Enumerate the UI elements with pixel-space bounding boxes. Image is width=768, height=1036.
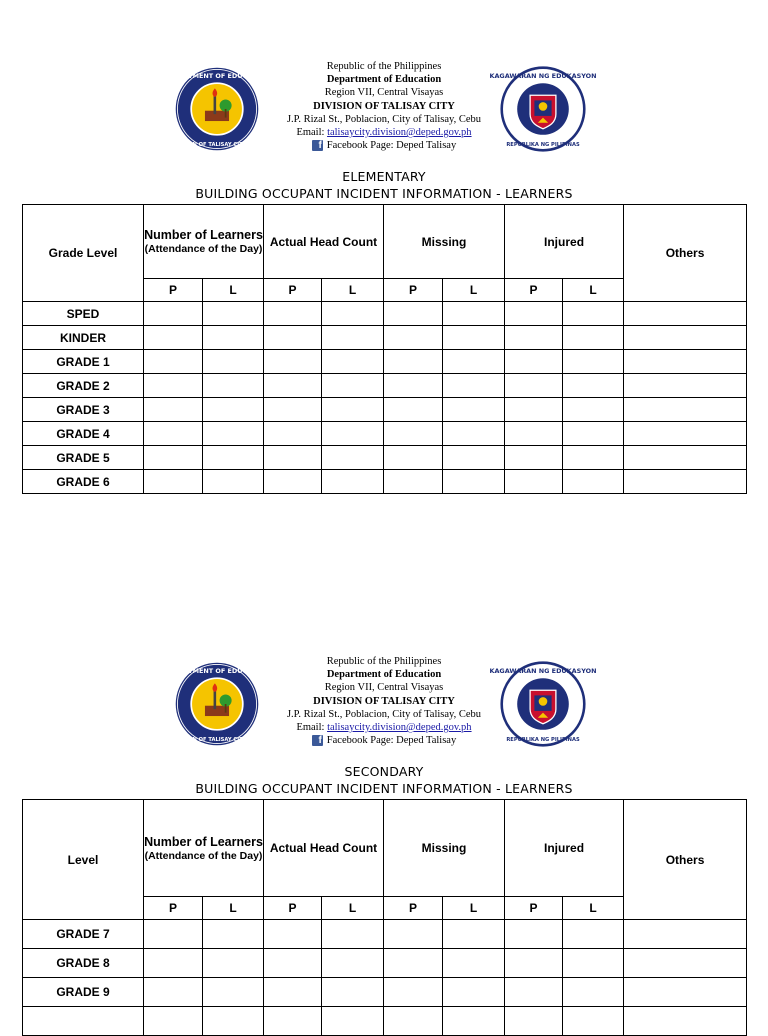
head-count-header: Actual Head Count	[264, 205, 384, 279]
injured-header: Injured	[505, 205, 624, 279]
email-link[interactable]: talisaycity.division@deped.gov.ph	[327, 127, 472, 139]
entry-cell[interactable]	[563, 978, 624, 1007]
p-header: P	[264, 897, 322, 920]
entry-cell[interactable]	[203, 398, 264, 422]
entry-cell[interactable]	[144, 470, 203, 494]
entry-cell[interactable]	[384, 374, 443, 398]
others-header: Others	[624, 205, 747, 302]
grade-label: GRADE 3	[23, 398, 144, 422]
seal-text-top: KAGAWARAN NG EDUKASYON	[489, 72, 597, 81]
facebook-line[interactable]	[312, 139, 456, 152]
entry-cell[interactable]	[624, 326, 747, 350]
entry-cell[interactable]	[144, 446, 203, 470]
first-column-header: Level	[23, 800, 144, 920]
entry-cell[interactable]	[322, 920, 384, 949]
entry-cell[interactable]	[264, 978, 322, 1007]
entry-cell[interactable]	[563, 422, 624, 446]
entry-cell[interactable]	[505, 920, 563, 949]
entry-cell[interactable]	[624, 374, 747, 398]
p-header: P	[264, 279, 322, 302]
l-header: L	[443, 897, 505, 920]
table-row	[23, 470, 747, 494]
l-header: L	[203, 897, 264, 920]
entry-cell[interactable]	[624, 1007, 747, 1036]
learners-header	[144, 800, 264, 897]
entry-cell[interactable]	[443, 422, 505, 446]
entry-cell[interactable]	[624, 949, 747, 978]
missing-header: Missing	[384, 800, 505, 897]
entry-cell[interactable]	[563, 398, 624, 422]
entry-cell[interactable]	[203, 422, 264, 446]
facebook-icon: f	[312, 735, 323, 746]
l-header: L	[563, 279, 624, 302]
entry-cell[interactable]	[264, 398, 322, 422]
division-line: DIVISION OF TALISAY CITY	[313, 100, 455, 112]
l-header: L	[322, 279, 384, 302]
grade-label: GRADE 1	[23, 350, 144, 374]
entry-cell[interactable]	[443, 302, 505, 326]
entry-cell[interactable]	[203, 1007, 264, 1036]
entry-cell[interactable]	[384, 1007, 443, 1036]
p-header: P	[384, 897, 443, 920]
entry-cell[interactable]	[563, 470, 624, 494]
entry-cell[interactable]	[563, 1007, 624, 1036]
entry-cell[interactable]	[203, 302, 264, 326]
table-row	[23, 920, 747, 949]
entry-cell[interactable]	[144, 398, 203, 422]
table-row	[23, 949, 747, 978]
seal-text-top: DEPARTMENT OF EDUCATION	[164, 72, 270, 81]
entry-cell[interactable]	[264, 302, 322, 326]
head-count-header: Actual Head Count	[264, 800, 384, 897]
learners-header-sub: (Attendance of the Day)	[144, 243, 263, 255]
region-line: Region VII, Central Visayas	[324, 682, 444, 694]
learners-header-label: Number of Learners	[144, 834, 263, 849]
email-label: Email:	[296, 722, 328, 734]
entry-cell[interactable]	[624, 302, 747, 326]
injured-header: Injured	[505, 800, 624, 897]
entry-cell[interactable]	[144, 374, 203, 398]
grade-label: GRADE 6	[23, 470, 144, 494]
entry-cell[interactable]	[443, 920, 505, 949]
entry-cell[interactable]	[384, 350, 443, 374]
address-line: J.P. Rizal St., Poblacion, City of Talisay, Cebu	[286, 113, 482, 125]
entry-cell[interactable]	[384, 398, 443, 422]
p-header: P	[144, 897, 203, 920]
learners-header-label: Number of Learners	[144, 228, 263, 242]
incident-table	[22, 799, 747, 1036]
entry-cell[interactable]	[624, 446, 747, 470]
entry-cell[interactable]	[322, 446, 384, 470]
letterhead	[0, 655, 768, 761]
entry-cell[interactable]	[144, 920, 203, 949]
entry-cell[interactable]	[144, 422, 203, 446]
entry-cell[interactable]	[505, 446, 563, 470]
table-row	[23, 422, 747, 446]
entry-cell[interactable]	[384, 920, 443, 949]
entry-cell[interactable]	[322, 470, 384, 494]
entry-cell[interactable]	[322, 350, 384, 374]
first-column-header: Grade Level	[23, 205, 144, 302]
entry-cell[interactable]	[505, 350, 563, 374]
entry-cell[interactable]	[264, 326, 322, 350]
incident-table	[22, 204, 747, 494]
l-header: L	[443, 279, 505, 302]
entry-cell[interactable]	[443, 326, 505, 350]
entry-cell[interactable]	[443, 978, 505, 1007]
l-header: L	[563, 897, 624, 920]
entry-cell[interactable]	[322, 422, 384, 446]
table-row	[23, 1007, 747, 1036]
entry-cell[interactable]	[624, 470, 747, 494]
letterhead	[0, 60, 768, 166]
seal-text-top: KAGAWARAN NG EDUKASYON	[489, 667, 597, 676]
entry-cell[interactable]	[563, 446, 624, 470]
entry-cell[interactable]	[563, 350, 624, 374]
grade-label: GRADE 5	[23, 446, 144, 470]
entry-cell[interactable]	[384, 446, 443, 470]
facebook-icon: f	[312, 140, 323, 151]
grade-label: GRADE 8	[23, 949, 144, 978]
facebook-label: Facebook Page: Deped Talisay	[326, 140, 457, 152]
department-line: Department of Education	[326, 669, 442, 681]
entry-cell[interactable]	[203, 446, 264, 470]
table-row	[23, 302, 747, 326]
entry-cell[interactable]	[203, 470, 264, 494]
address-line: J.P. Rizal St., Poblacion, City of Talisay, Cebu	[286, 708, 482, 720]
entry-cell[interactable]	[624, 978, 747, 1007]
entry-cell[interactable]	[144, 949, 203, 978]
entry-cell[interactable]	[264, 1007, 322, 1036]
entry-cell[interactable]	[322, 302, 384, 326]
grade-label: SPED	[23, 302, 144, 326]
entry-cell[interactable]	[203, 350, 264, 374]
entry-cell[interactable]	[264, 374, 322, 398]
entry-cell[interactable]	[384, 949, 443, 978]
seal-text-top: DEPARTMENT OF EDUCATION	[164, 667, 270, 676]
seal-text-bottom: REPUBLIKA NG PILIPINAS	[506, 141, 580, 148]
seal-text-bottom: DIVISION OF TALISAY CITY CEBU	[170, 141, 264, 148]
entry-cell[interactable]	[505, 398, 563, 422]
entry-cell[interactable]	[505, 326, 563, 350]
entry-cell[interactable]	[624, 920, 747, 949]
grade-label: GRADE 7	[23, 920, 144, 949]
seal-text-bottom: REPUBLIKA NG PILIPINAS	[506, 736, 580, 743]
entry-cell[interactable]	[264, 350, 322, 374]
entry-cell[interactable]	[203, 326, 264, 350]
table-row	[23, 978, 747, 1007]
entry-cell[interactable]	[384, 326, 443, 350]
entry-cell[interactable]	[563, 949, 624, 978]
others-header: Others	[624, 800, 747, 920]
facebook-label: Facebook Page: Deped Talisay	[326, 735, 457, 747]
form-title: BUILDING OCCUPANT INCIDENT INFORMATION - LEARNERS	[195, 781, 573, 796]
entry-cell[interactable]	[443, 949, 505, 978]
entry-cell[interactable]	[144, 978, 203, 1007]
entry-cell[interactable]	[322, 949, 384, 978]
republic-line: Republic of the Philippines	[326, 61, 442, 72]
entry-cell[interactable]	[264, 470, 322, 494]
entry-cell[interactable]	[144, 302, 203, 326]
missing-header: Missing	[384, 205, 505, 279]
grade-label: GRADE 9	[23, 978, 144, 1007]
entry-cell[interactable]	[203, 374, 264, 398]
entry-cell[interactable]	[322, 326, 384, 350]
entry-cell[interactable]	[384, 422, 443, 446]
entry-cell[interactable]	[144, 326, 203, 350]
table-row	[23, 326, 747, 350]
learners-header	[144, 205, 264, 279]
grade-label: GRADE 2	[23, 374, 144, 398]
deped-national-seal-icon	[489, 66, 597, 152]
header-row	[23, 800, 747, 897]
entry-cell[interactable]	[624, 398, 747, 422]
entry-cell[interactable]	[505, 949, 563, 978]
entry-cell[interactable]	[563, 920, 624, 949]
p-header: P	[505, 279, 563, 302]
entry-cell[interactable]	[264, 446, 322, 470]
entry-cell[interactable]	[624, 350, 747, 374]
table-row	[23, 350, 747, 374]
entry-cell[interactable]	[264, 422, 322, 446]
email-label: Email:	[296, 127, 328, 139]
grade-label	[23, 1007, 144, 1036]
table-row	[23, 398, 747, 422]
entry-cell[interactable]	[443, 350, 505, 374]
entry-cell[interactable]	[144, 350, 203, 374]
entry-cell[interactable]	[322, 398, 384, 422]
region-line: Region VII, Central Visayas	[324, 87, 444, 99]
entry-cell[interactable]	[144, 1007, 203, 1036]
entry-cell[interactable]	[264, 920, 322, 949]
entry-cell[interactable]	[563, 326, 624, 350]
facebook-line[interactable]	[312, 734, 456, 747]
entry-cell[interactable]	[322, 1007, 384, 1036]
division-line: DIVISION OF TALISAY CITY	[313, 695, 455, 707]
school-level-heading: ELEMENTARY	[342, 169, 426, 184]
l-header: L	[322, 897, 384, 920]
deped-national-seal-icon	[489, 661, 597, 747]
entry-cell[interactable]	[505, 978, 563, 1007]
school-level-heading: SECONDARY	[344, 764, 424, 779]
entry-cell[interactable]	[203, 949, 264, 978]
entry-cell[interactable]	[203, 920, 264, 949]
email-link[interactable]: talisaycity.division@deped.gov.ph	[327, 722, 472, 734]
republic-line: Republic of the Philippines	[326, 656, 442, 667]
entry-cell[interactable]	[443, 398, 505, 422]
entry-cell[interactable]	[563, 374, 624, 398]
form-title: BUILDING OCCUPANT INCIDENT INFORMATION - LEARNERS	[195, 186, 573, 201]
entry-cell[interactable]	[264, 949, 322, 978]
entry-cell[interactable]	[505, 1007, 563, 1036]
p-header: P	[505, 897, 563, 920]
entry-cell[interactable]	[443, 374, 505, 398]
seal-text-bottom: DIVISION OF TALISAY CITY CEBU	[170, 736, 264, 743]
entry-cell[interactable]	[505, 374, 563, 398]
entry-cell[interactable]	[505, 422, 563, 446]
entry-cell[interactable]	[505, 302, 563, 326]
grade-label: GRADE 4	[23, 422, 144, 446]
learners-header-sub: (Attendance of the Day)	[144, 849, 263, 862]
entry-cell[interactable]	[443, 470, 505, 494]
department-line: Department of Education	[326, 74, 442, 86]
table-row	[23, 446, 747, 470]
grade-label: KINDER	[23, 326, 144, 350]
entry-cell[interactable]	[384, 978, 443, 1007]
entry-cell[interactable]	[384, 470, 443, 494]
entry-cell[interactable]	[563, 302, 624, 326]
table-row	[23, 374, 747, 398]
entry-cell[interactable]	[384, 302, 443, 326]
entry-cell[interactable]	[203, 978, 264, 1007]
entry-cell[interactable]	[443, 446, 505, 470]
p-header: P	[144, 279, 203, 302]
entry-cell[interactable]	[443, 1007, 505, 1036]
entry-cell[interactable]	[322, 978, 384, 1007]
entry-cell[interactable]	[322, 374, 384, 398]
header-row	[23, 205, 747, 279]
entry-cell[interactable]	[505, 470, 563, 494]
p-header: P	[384, 279, 443, 302]
entry-cell[interactable]	[624, 422, 747, 446]
l-header: L	[203, 279, 264, 302]
